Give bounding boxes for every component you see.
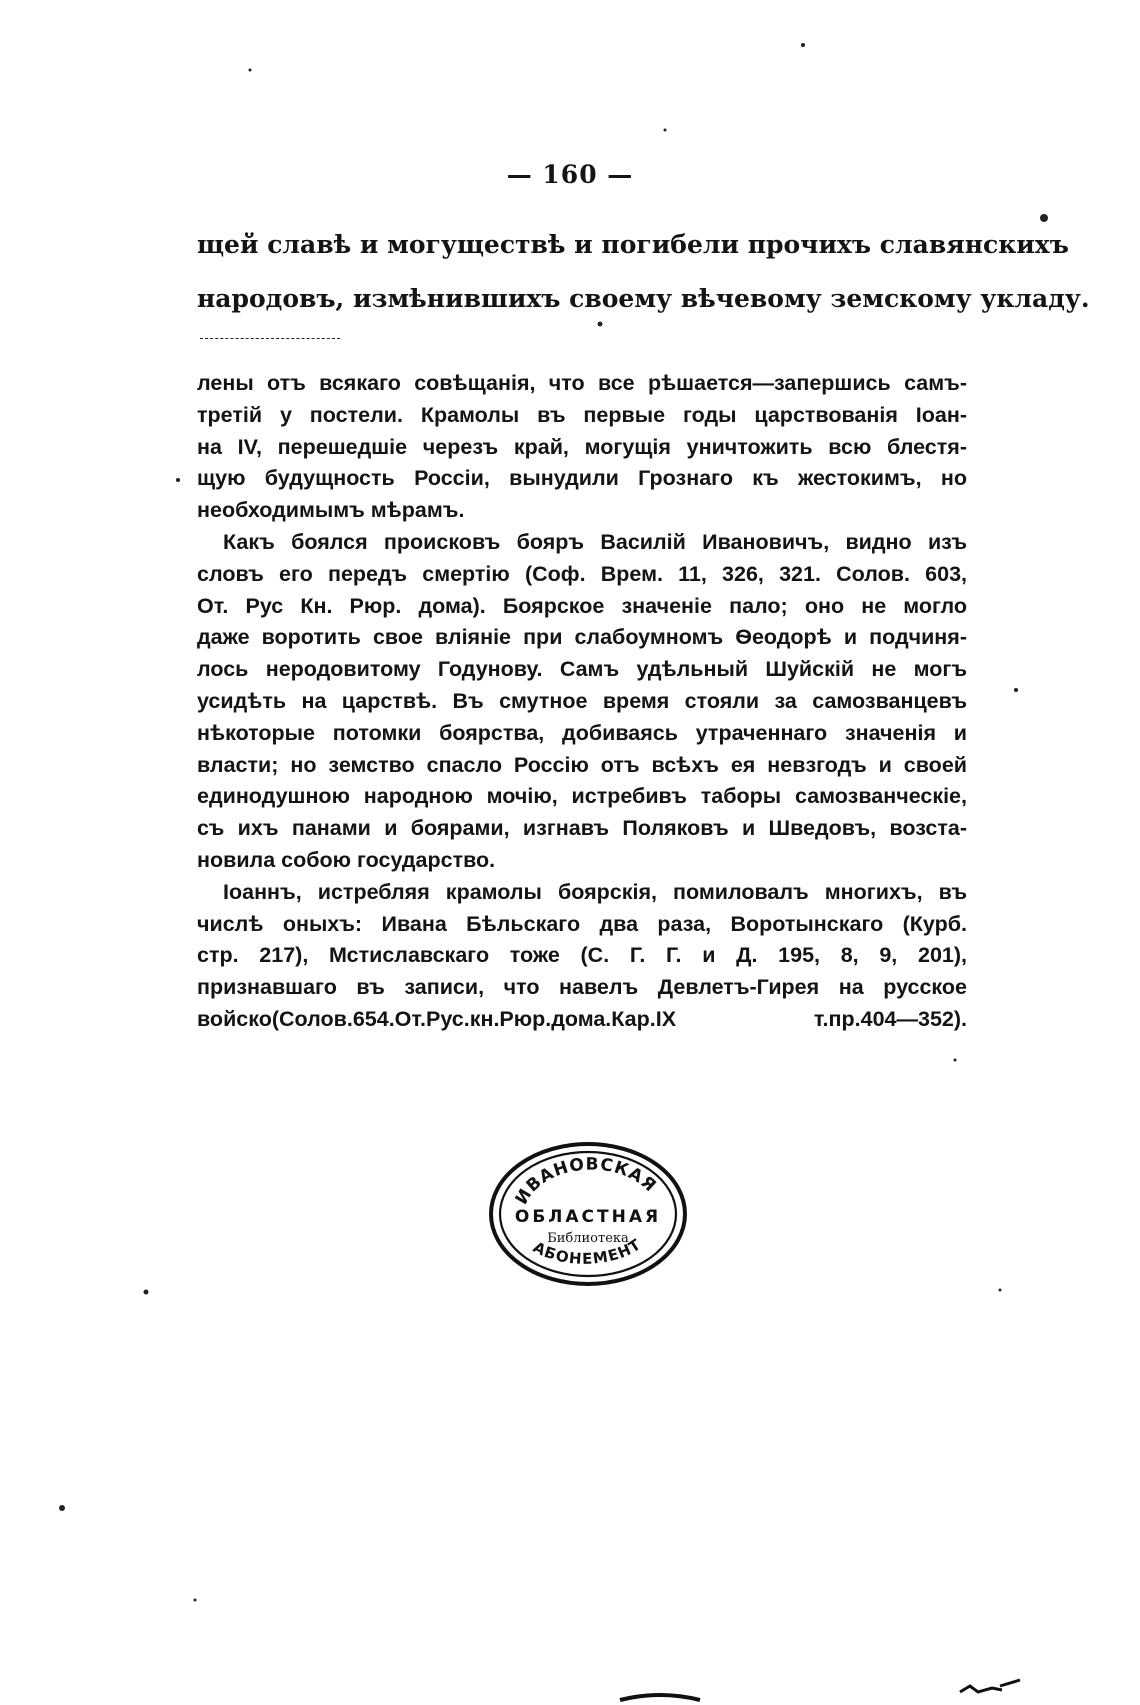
- footnote-line: новила собою государство.: [197, 847, 496, 872]
- footnote-line: съ ихъ панами и боярами, изгнавъ Поляковъ и Шведовъ, возста-: [197, 816, 967, 841]
- footnote-line: От. Рус Кн. Рюр. дома). Боярское значеніе пало; оно не могло: [197, 593, 967, 618]
- footnote-line: войско(Солов.654.От.Рус.кн.Рюр.дома.Кар.IX т.пр.404—352).: [197, 1006, 967, 1031]
- footnote-line: числѣ оныхъ: Ивана Бѣльскаго два раза, Воротынскаго (Курб.: [197, 911, 967, 936]
- footnote-line: Какъ боялся происковъ бояръ Василій Ивановичъ, видно изъ: [223, 529, 967, 554]
- footnote-line: единодушною народною мочію, истребивъ таборы самозванческіе,: [197, 784, 967, 809]
- page-number: — 160 —: [506, 160, 634, 189]
- footnote-line: даже воротить свое вліяніе при слабоумномъ Ѳеодорѣ и подчиня-: [197, 625, 967, 650]
- footnote-line: на IV, перешедшіе черезъ край, могущія уничтожить всю блестя-: [197, 434, 967, 459]
- footnote-paragraph-2: [197, 527, 967, 877]
- footnote-line: третій у постели. Крамолы въ первые годы царствованія Іоан-: [197, 402, 967, 427]
- footnotes: [197, 368, 967, 1036]
- stamp-line-4: АБОНЕМЕНТ: [530, 1235, 645, 1268]
- footnote-line: стр. 217), Мстиславскаго тоже (С. Г. Г. и Д. 195, 8, 9, 201),: [197, 943, 967, 968]
- footnote-paragraph-1: [197, 368, 967, 527]
- main-text-line: народовъ, измѣнившихъ своему вѣчевому земскому укладу.: [197, 284, 1090, 313]
- footnote-line: щую будущность Россіи, вынудили Грознаго къ жестокимъ, но: [197, 466, 967, 491]
- footnote-line: власти; но земство спасло Россію отъ всѣхъ ея невзгодъ и своей: [197, 752, 967, 777]
- footnote-line: лены отъ всякаго совѣщанія, что все рѣшается—запершись самъ-: [197, 371, 967, 395]
- footnote-paragraph-3: [197, 877, 967, 1036]
- main-text: [197, 218, 1090, 326]
- stamp-line-3: Библиотека: [547, 1231, 629, 1246]
- footnote-line: признавшаго въ записи, что навелъ Девлетъ-Гирея на русское: [197, 975, 967, 1000]
- stamp-line-2: ОБЛАСТНАЯ: [514, 1207, 662, 1227]
- footnote-line: словъ его передъ смертію (Соф. Врем. 11, 326, 321. Солов. 603,: [197, 561, 967, 586]
- footnote-line: лось неродовитому Годунову. Самъ удѣльный Шуйскій не могъ: [197, 657, 967, 682]
- library-stamp: [487, 1140, 689, 1288]
- footnote-separator: [200, 338, 340, 339]
- stamp-line-1: ИВАНОВСКАЯ: [511, 1154, 661, 1209]
- footnote-line: усидѣть на царствѣ. Въ смутное время стояли за самозванцевъ: [197, 688, 967, 713]
- footnote-line: нѣкоторые потомки боярства, добиваясь утраченнаго значенія и: [197, 720, 967, 745]
- footnote-line: необходимымъ мѣрамъ.: [197, 498, 465, 523]
- footnote-line: Іоаннъ, истребляя крамолы боярскія, помиловалъ многихъ, въ: [223, 879, 967, 904]
- main-text-line: щей славѣ и могуществѣ и погибели прочихъ славянскихъ: [197, 230, 1069, 259]
